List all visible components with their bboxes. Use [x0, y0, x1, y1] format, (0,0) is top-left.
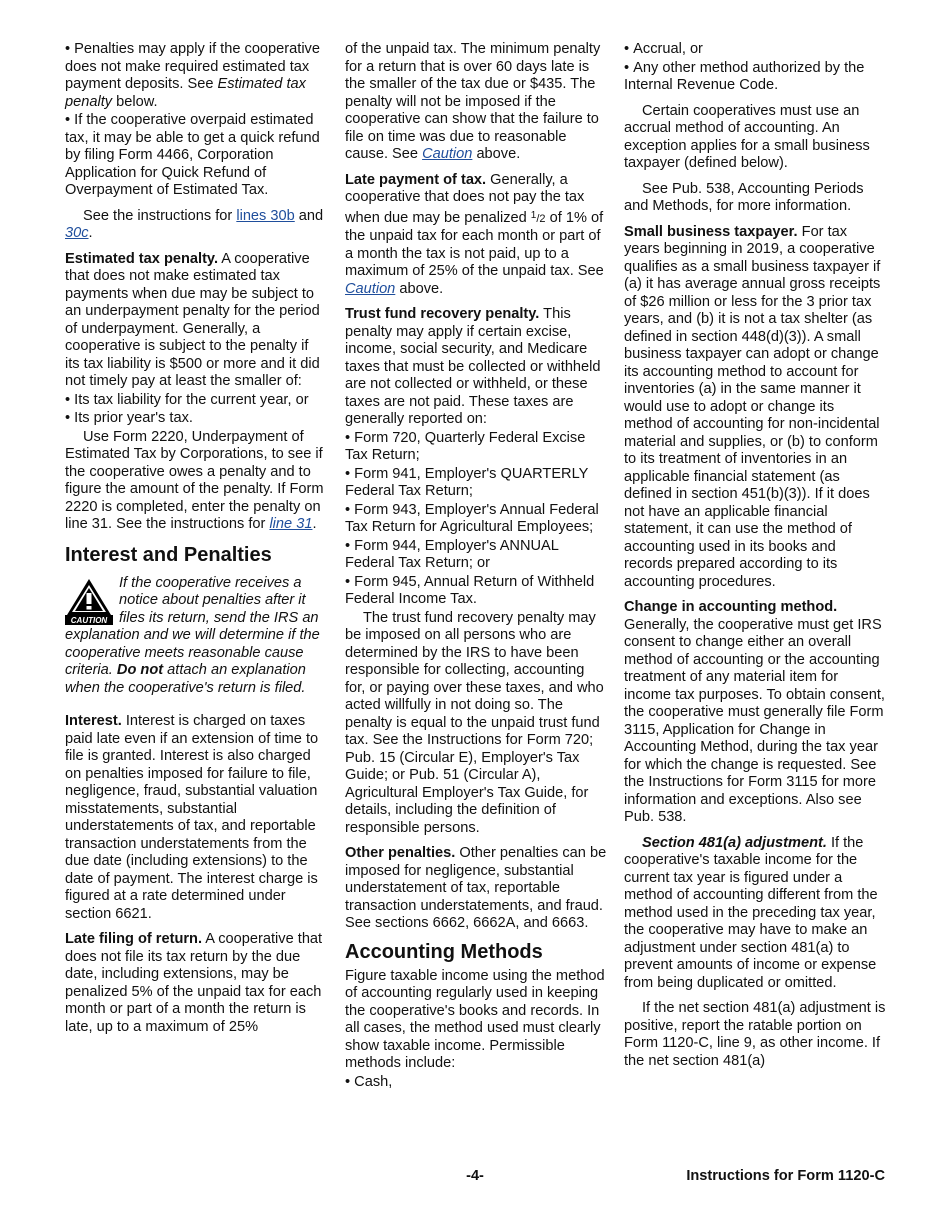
- list-item: • Its tax liability for the current year, or: [65, 392, 327, 410]
- link-lines-30b[interactable]: lines 30b: [236, 207, 295, 224]
- paragraph: Small business taxpayer. For tax years beginning in 2019, a cooperative qualifies as a small business taxpayer if (a) it has average annual gross receipts of $26 million or less for the 3 prior tax years, and (b) it is not a tax shelter (as defined in section 448(d)(3)). A small business taxpayer can adopt or change its accounting method to account for inventories (a) in the same manner it would use to adopt or change its method of accounting for non-incidental material and supplies, or (b) to conform to its treatment of inventories in an applicable financial statement (as defined in section 451(b)(3)). If it does not have an applicable financial statement, it can use the method of accounting used in its books and records prepared according to its accounting procedures.: [624, 223, 881, 590]
- link-caution[interactable]: Caution: [345, 280, 396, 297]
- section-label: Trust fund recovery penalty.: [345, 306, 540, 322]
- list-item: • Any other method authorized by the Internal Revenue Code.: [624, 60, 886, 95]
- list-item: • Its prior year's tax.: [65, 410, 327, 428]
- paragraph: Trust fund recovery penalty. This penalty may apply if certain excise, income, social security, and Medicare taxes that must be collected or withheld are not collected or withheld, or these taxes are not paid. These taxes are generally reported on:: [345, 306, 601, 427]
- list-item: • Form 720, Quarterly Federal Excise Tax Return;: [345, 430, 607, 465]
- section-label: Late payment of tax.: [345, 171, 487, 188]
- paragraph: Late filing of return. A cooperative that does not file its tax return by the due date, including extensions, may be penalized 5% of the unpaid tax for each month or part of a month the return is late, up to a maximum of 25%: [65, 931, 323, 1035]
- paragraph: Interest. Interest is charged on taxes paid late even if an extension of time to file is granted. Interest is also charged on penalties imposed for failure to file, negligence, fraud, substantial valuation misstatements, substantial understatements of tax, and reportable transaction understatements from the due date (including extensions) to the date of payment. The interest charge is figured at a rate determined under section 6621.: [65, 713, 319, 922]
- paragraph: Certain cooperatives must use an accrual method of accounting. An exception applies for a small business taxpayer (defined below).: [624, 102, 870, 171]
- paragraph: If the net section 481(a) adjustment is positive, report the ratable portion on Form 1120-C, line 9, as other income. If the net section 481(a): [624, 1000, 886, 1069]
- section-label: Estimated tax penalty.: [65, 250, 219, 267]
- list-item: • Cash,: [345, 1074, 607, 1092]
- page-number: -4-: [466, 1168, 484, 1184]
- list-item: • Form 941, Employer's QUARTERLY Federal Tax Return;: [345, 466, 607, 501]
- paragraph: of the unpaid tax. The minimum penalty for a return that is over 60 days late is the smaller of the tax due or $435. The penalty will not be imposed if the cooperative can show that the failure to file on time was due to reasonable cause. See Caution above.: [345, 41, 601, 162]
- section-heading: Interest and Penalties: [65, 543, 272, 566]
- section-label: Section 481(a) adjustment.: [642, 834, 827, 851]
- caution-note: CAUTION If the cooperative receives a notice about penalties after it files its return, send the IRS an explanation and we will determine if the cooperative meets reasonable cause criteria. Do not attach an explanation when the cooperative's return is filed.: [65, 574, 320, 696]
- list-item: • Form 944, Employer's ANNUAL Federal Tax Return; or: [345, 538, 607, 573]
- section-label: Late filing of return.: [65, 931, 203, 947]
- list-item: • Accrual, or: [624, 41, 886, 59]
- paragraph: Section 481(a) adjustment. If the cooperative's taxable income for the current tax year is figured under a method of accounting different from the method used in the preceding tax year, the cooperative may have to make an adjustment under section 481(a) to prevent amounts of income or expense from being duplicated or omitted.: [624, 834, 878, 991]
- paragraph: Late payment of tax. Generally, a cooperative that does not pay the tax when due may be penalized $^1$/2 of 1% of the unpaid tax for each month or part of a month the tax is not paid, up to a maximum of 25% of the unpaid tax. See Caution above.: [345, 171, 604, 297]
- link-caution[interactable]: Caution: [422, 146, 473, 162]
- paragraph: The trust fund recovery penalty may be imposed on all persons who are determined by the IRS to have been responsible for collecting, accounting for, or paying over these taxes, and who acted willfully in not doing so. The penalty is equal to the unpaid trust fund tax. See the Instructions for Form 720; Pub. 15 (Circular E), Employer's Tax Guide; or Pub. 51 (Circular A), Agricultural Employer's Tax Guide, for details, including the definition of responsible persons.: [345, 609, 604, 836]
- section-heading: Accounting Methods: [345, 940, 543, 963]
- cross-reference: Estimated tax penalty: [65, 76, 306, 110]
- column-middle: [345, 41, 607, 1092]
- list-item: • Form 943, Employer's Annual Federal Tax Return for Agricultural Employees;: [345, 502, 607, 537]
- list-item: • If the cooperative overpaid estimated tax, it may be able to get a quick refund by filing Form 4466, Corporation Application for Quick Refund of Overpayment of Estimated Tax.: [65, 112, 327, 200]
- paragraph: Other penalties. Other penalties can be imposed for negligence, substantial understatement of tax, reportable transaction understatements, and fraud. See sections 6662, 6662A, and 6663.: [345, 845, 607, 931]
- svg-text:CAUTION: CAUTION: [70, 615, 108, 625]
- section-label: Small business taxpayer.: [624, 223, 798, 240]
- list-item: • Penalties may apply if the cooperative does not make required estimated tax payment deposits. See Estimated tax penalty below.: [65, 41, 327, 111]
- paragraph: Figure taxable income using the method of accounting regularly used in keeping the cooperative's books and records. In all cases, the method used must clearly show taxable income. Permissible methods include:: [345, 967, 605, 1071]
- column-left: [65, 41, 327, 1044]
- link-30c[interactable]: 30c: [65, 225, 89, 241]
- paragraph: Estimated tax penalty. A cooperative that does not make estimated tax payments when due may be subject to an underpayment penalty for the period of underpayment. Generally, a cooperative is subject to the penalty if its tax liability is $500 or more and it did not timely pay at least the smaller of:: [65, 250, 320, 389]
- paragraph: See the instructions for lines 30b and 30c.: [65, 207, 324, 241]
- paragraph: See Pub. 538, Accounting Periods and Methods, for more information.: [624, 180, 864, 214]
- section-label: Change in accounting method.: [624, 599, 838, 615]
- list-item: • Form 945, Annual Return of Withheld Federal Income Tax.: [345, 574, 607, 609]
- paragraph: Use Form 2220, Underpayment of Estimated Tax by Corporations, to see if the cooperative owes a penalty and to figure the amount of the penalty. If Form 2220 is completed, enter the penalty on line 31. See the instructions for line 31.: [65, 428, 324, 532]
- paragraph: Change in accounting method. Generally, the cooperative must get IRS consent to change either an overall method of accounting or the accounting treatment of any material item for income tax purposes. To obtain consent, the cooperative must generally file Form 3115, Application for Change in Accounting Method, during the tax year for which the change is requested. See the Instructions for Form 3115 for more information and exceptions. Also see Pub. 538.: [624, 599, 885, 825]
- link-line-31[interactable]: line 31: [269, 516, 313, 532]
- footer-title: Instructions for Form 1120-C: [686, 1168, 885, 1184]
- section-label: Other penalties.: [345, 845, 456, 861]
- caution-icon: [65, 577, 113, 625]
- column-right: [624, 41, 886, 1078]
- section-label: Interest.: [65, 713, 122, 729]
